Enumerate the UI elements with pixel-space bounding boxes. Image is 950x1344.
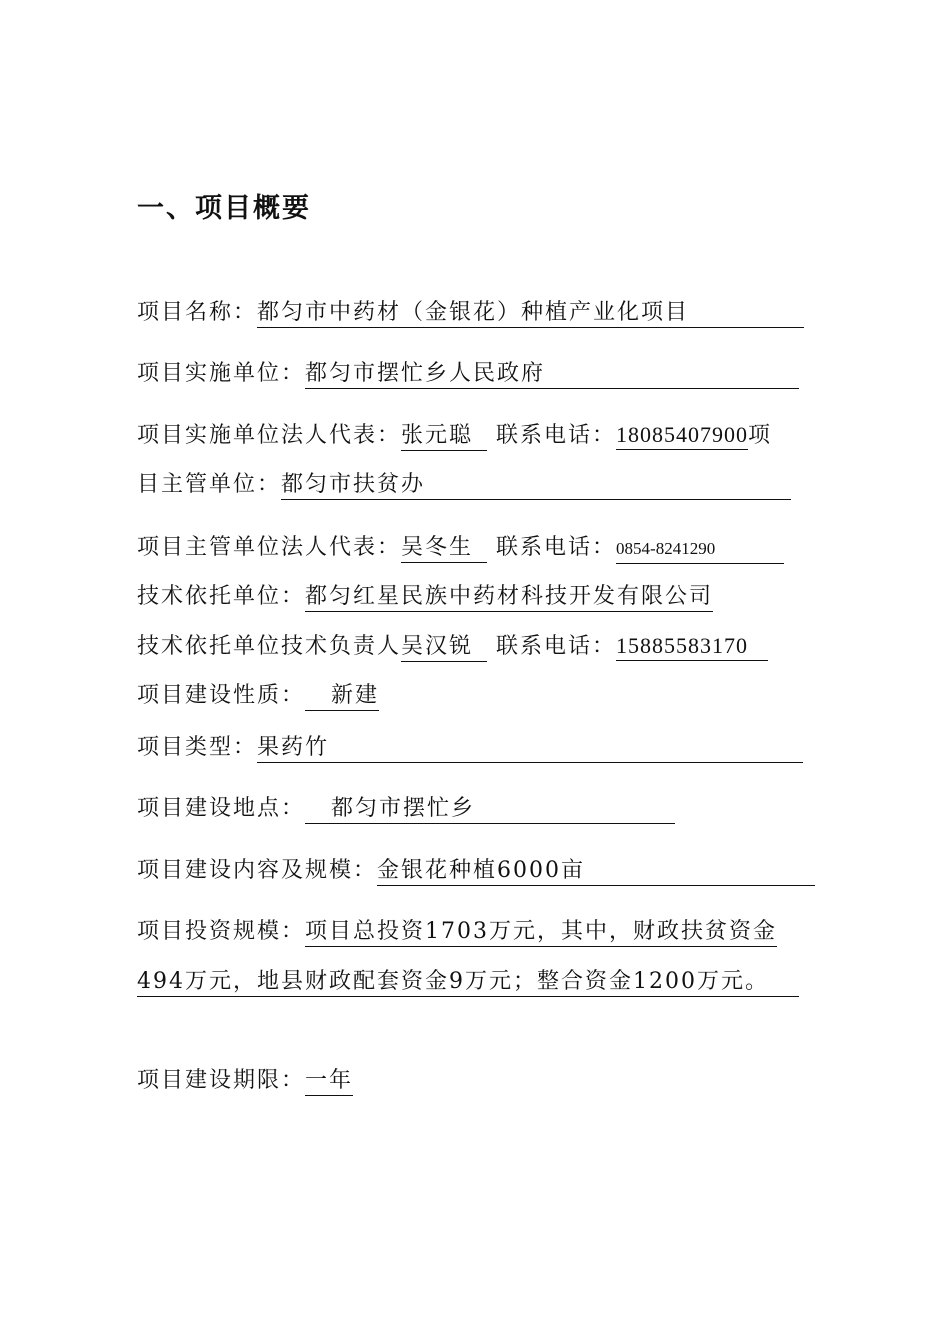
section-title: 一、项目概要 — [137, 193, 311, 224]
supervisor-value: 都匀市扶贫办 — [281, 472, 791, 500]
supervisor-rep-row — [137, 533, 784, 564]
implementing-unit-label: 项目实施单位： — [137, 361, 306, 386]
tech-unit-row — [137, 582, 713, 612]
project-name-value: 都匀市中药材（金银花）种植产业化项目 — [257, 300, 804, 328]
scale-value: 金银花种植6000亩 — [377, 858, 815, 886]
tech-lead-label: 技术依托单位技术负责人 — [137, 634, 402, 659]
supervisor-rep-value: 吴冬生 — [401, 535, 487, 563]
period-row — [137, 1066, 353, 1096]
nature-value: 新建 — [305, 683, 379, 711]
implementing-unit-row — [137, 359, 799, 389]
supervisor-label: 目主管单位： — [137, 472, 282, 497]
supervisor-row — [137, 470, 791, 500]
type-row — [137, 733, 803, 763]
investment-label: 项目投资规模： — [137, 919, 306, 944]
tech-lead-value: 吴汉锐 — [401, 634, 487, 662]
tech-unit-label: 技术依托单位： — [137, 584, 306, 609]
tech-phone-label: 联系电话： — [496, 634, 617, 659]
implementing-rep-value: 张元聪 — [401, 423, 487, 451]
project-name-label: 项目名称： — [137, 300, 258, 325]
location-label: 项目建设地点： — [137, 796, 306, 821]
type-label: 项目类型： — [137, 735, 258, 760]
implementing-rep-label: 项目实施单位法人代表： — [137, 423, 402, 448]
location-row — [137, 794, 675, 824]
nature-row — [137, 681, 379, 711]
tech-lead-row — [137, 632, 768, 662]
scale-label: 项目建设内容及规模： — [137, 858, 378, 883]
tech-unit-value: 都匀红星民族中药材科技开发有限公司 — [305, 584, 713, 612]
implementing-phone-value: 18085407900 — [616, 422, 748, 450]
location-value: 都匀市摆忙乡 — [305, 796, 675, 824]
period-value: 一年 — [305, 1068, 353, 1096]
supervisor-phone-value: 0854-8241290 — [616, 536, 784, 564]
investment-row-2 — [137, 967, 799, 997]
implementing-rep-row — [137, 421, 772, 451]
implementing-unit-value: 都匀市摆忙乡人民政府 — [305, 361, 799, 389]
project-name-row — [137, 298, 804, 328]
scale-row — [137, 856, 815, 886]
nature-label: 项目建设性质： — [137, 683, 306, 708]
implementing-phone-label: 联系电话： — [496, 423, 617, 448]
implementing-phone-tail: 项 — [748, 423, 773, 448]
investment-line-1: 项目总投资1703万元，其中，财政扶贫资金 — [305, 919, 777, 947]
period-label: 项目建设期限： — [137, 1068, 306, 1093]
investment-line-2: 494万元，地县财政配套资金9万元；整合资金1200万元。 — [137, 969, 799, 997]
supervisor-rep-label: 项目主管单位法人代表： — [137, 535, 402, 560]
tech-phone-value: 15885583170 — [616, 633, 768, 661]
type-value: 果药竹 — [257, 735, 803, 763]
supervisor-phone-label: 联系电话： — [496, 535, 617, 560]
investment-row — [137, 917, 777, 947]
